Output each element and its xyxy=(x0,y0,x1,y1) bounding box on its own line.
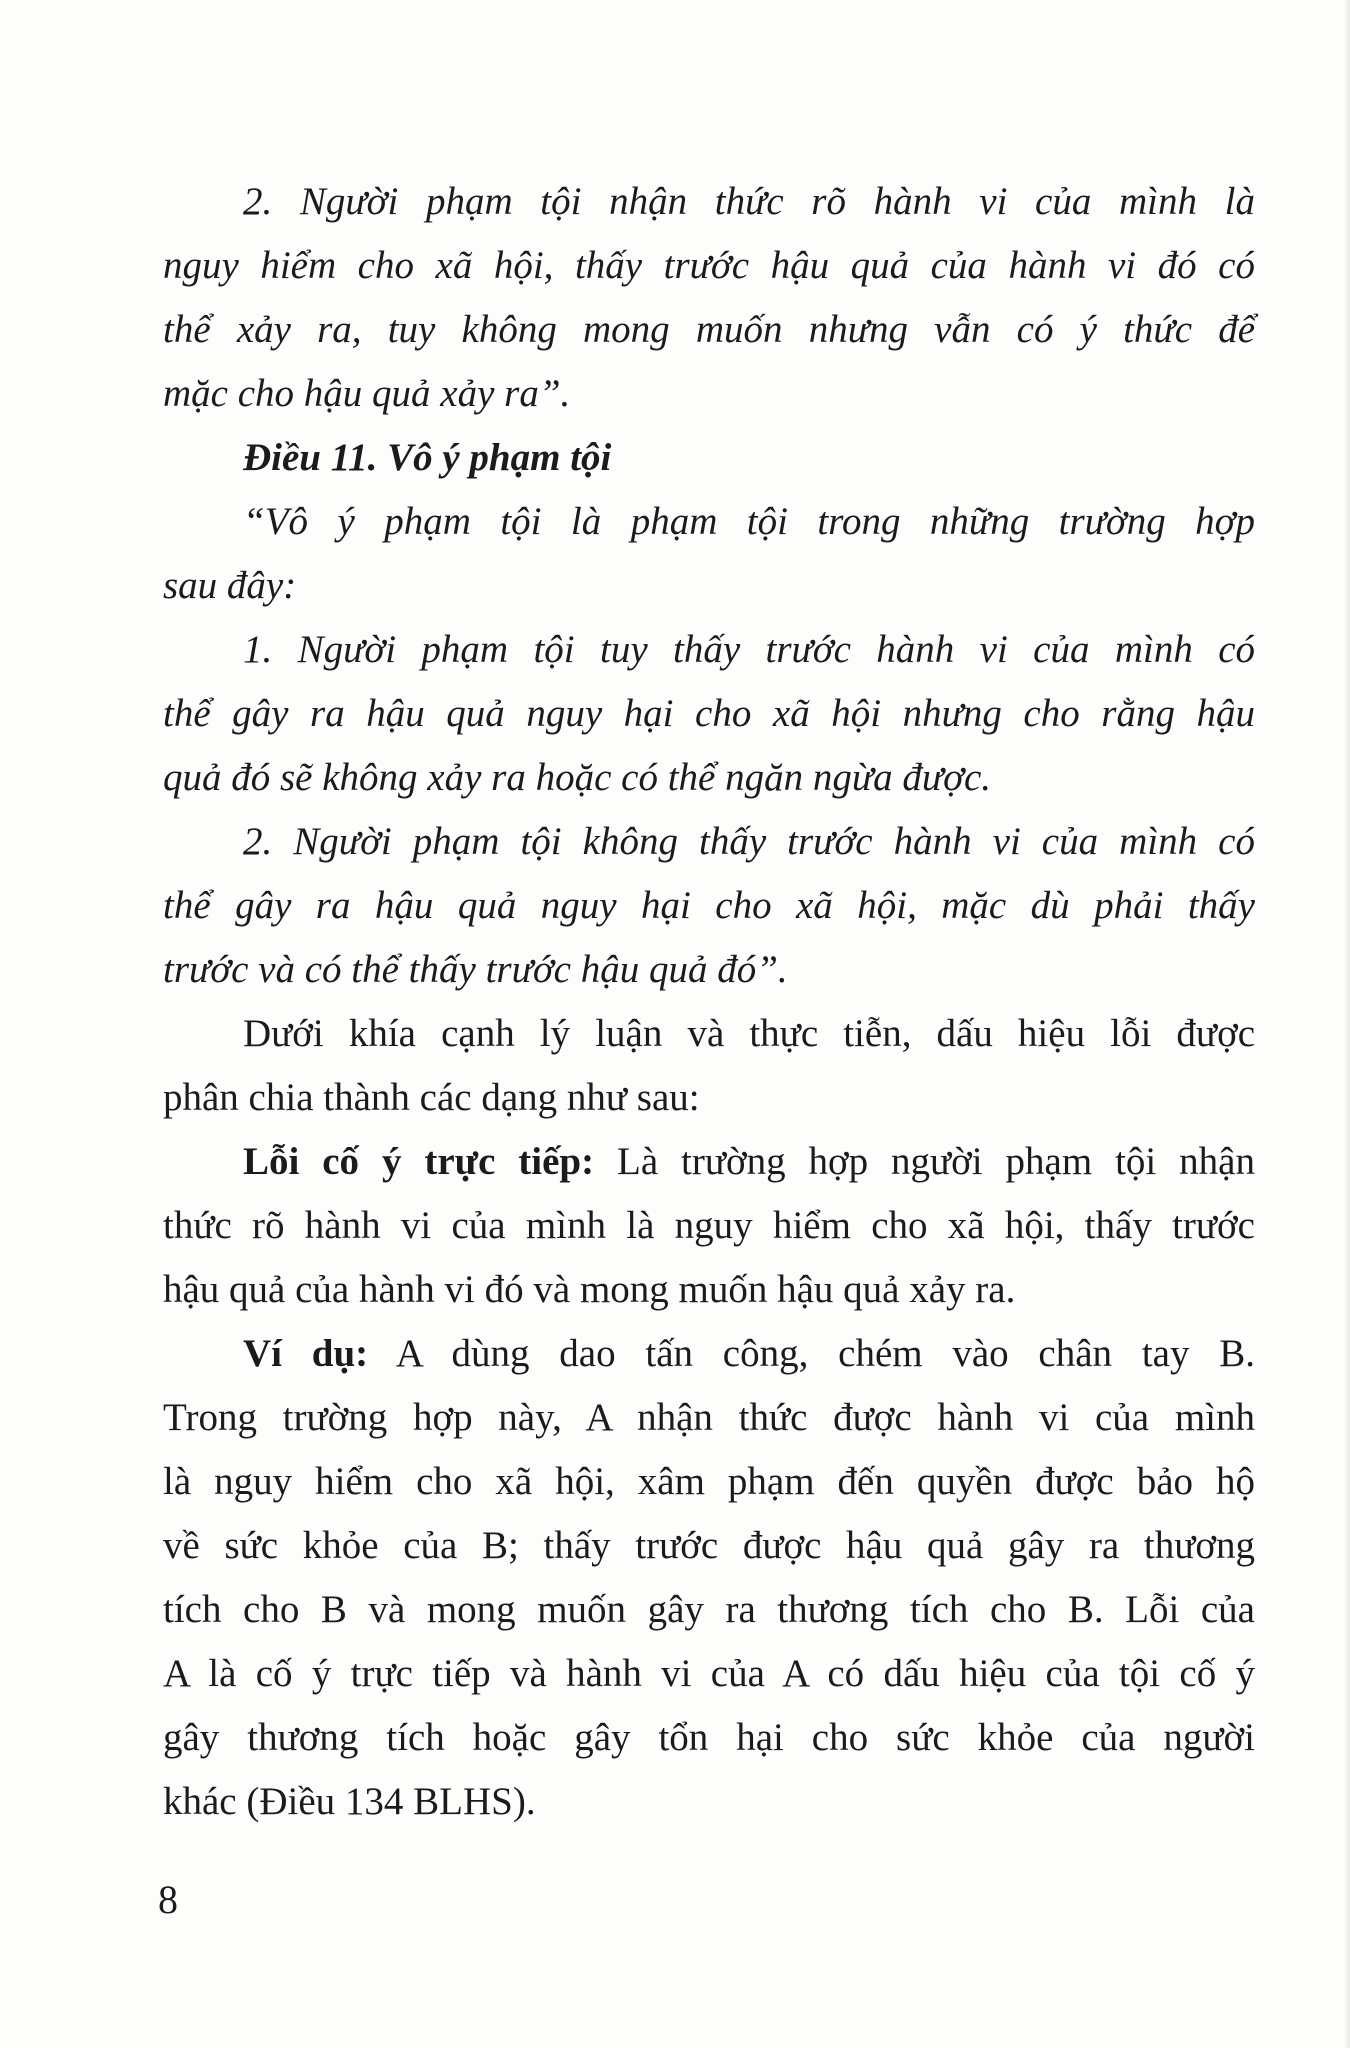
text-line xyxy=(163,938,1255,1002)
text-segment: trước và có thể thấy trước hậu quả đó”. xyxy=(163,948,788,991)
text-segment: thể gây ra hậu quả nguy hại cho xã hội, mặc dù phải thấy xyxy=(163,884,1255,927)
text-segment: gây thương tích hoặc gây tổn hại cho sức khỏe của người xyxy=(163,1716,1255,1759)
text-line xyxy=(163,1258,1255,1322)
text-line xyxy=(163,618,1255,682)
text-segment: thức rõ hành vi của mình là nguy hiểm cho xã hội, thấy trước xyxy=(163,1204,1255,1247)
text-line xyxy=(163,1578,1255,1642)
bold-text-segment: Điều 11. Vô ý phạm tội xyxy=(243,436,612,479)
page-body-text xyxy=(163,170,1255,1834)
text-line xyxy=(163,1514,1255,1578)
text-line xyxy=(163,554,1255,618)
text-line xyxy=(163,1130,1255,1194)
text-segment: Dưới khía cạnh lý luận và thực tiễn, dấu hiệu lỗi được xyxy=(243,1012,1255,1055)
text-line xyxy=(163,170,1255,234)
text-line xyxy=(163,1770,1255,1834)
text-line xyxy=(163,1322,1255,1386)
text-line xyxy=(163,362,1255,426)
text-segment: 2. Người phạm tội nhận thức rõ hành vi của mình là xyxy=(243,180,1255,223)
text-line xyxy=(163,746,1255,810)
text-segment: thể xảy ra, tuy không mong muốn nhưng vẫn có ý thức để xyxy=(163,308,1255,351)
text-line xyxy=(163,1194,1255,1258)
text-line xyxy=(163,810,1255,874)
text-line xyxy=(163,682,1255,746)
page-edge-shadow xyxy=(1344,0,1350,2048)
bold-text-segment: Ví dụ: xyxy=(243,1332,369,1375)
text-line xyxy=(163,1450,1255,1514)
text-segment: sau đây: xyxy=(163,564,297,607)
text-line xyxy=(163,1386,1255,1450)
text-segment: về sức khỏe của B; thấy trước được hậu quả gây ra thương xyxy=(163,1524,1255,1567)
text-line xyxy=(163,1066,1255,1130)
text-line xyxy=(163,426,1255,490)
text-segment: A dùng dao tấn công, chém vào chân tay B. xyxy=(368,1332,1255,1375)
text-segment: 2. Người phạm tội không thấy trước hành vi của mình có xyxy=(243,820,1255,863)
text-line xyxy=(163,1706,1255,1770)
text-segment: nguy hiểm cho xã hội, thấy trước hậu quả của hành vi đó có xyxy=(163,244,1255,287)
text-segment: 1. Người phạm tội tuy thấy trước hành vi của mình có xyxy=(243,628,1255,671)
text-segment: Trong trường hợp này, A nhận thức được hành vi của mình xyxy=(163,1396,1255,1439)
text-line xyxy=(163,298,1255,362)
bold-text-segment: Lỗi cố ý trực tiếp: xyxy=(243,1140,595,1183)
text-segment: là nguy hiểm cho xã hội, xâm phạm đến quyền được bảo hộ xyxy=(163,1460,1255,1503)
text-line xyxy=(163,1642,1255,1706)
text-segment: khác (Điều 134 BLHS). xyxy=(163,1780,536,1823)
text-segment: quả đó sẽ không xảy ra hoặc có thể ngăn ngừa được. xyxy=(163,756,992,799)
text-line xyxy=(163,490,1255,554)
text-segment: Là trường hợp người phạm tội nhận xyxy=(594,1140,1255,1183)
text-segment: phân chia thành các dạng như sau: xyxy=(163,1076,700,1119)
text-line xyxy=(163,1002,1255,1066)
page-number: 8 xyxy=(158,1877,178,1922)
text-segment: hậu quả của hành vi đó và mong muốn hậu quả xảy ra. xyxy=(163,1268,1016,1311)
text-segment: A là cố ý trực tiếp và hành vi của A có dấu hiệu của tội cố ý xyxy=(163,1652,1255,1695)
text-line xyxy=(163,874,1255,938)
text-line xyxy=(163,234,1255,298)
text-segment: mặc cho hậu quả xảy ra”. xyxy=(163,372,571,415)
text-segment: “Vô ý phạm tội là phạm tội trong những trường hợp xyxy=(243,500,1255,543)
text-segment: tích cho B và mong muốn gây ra thương tích cho B. Lỗi của xyxy=(163,1588,1255,1631)
text-segment: thể gây ra hậu quả nguy hại cho xã hội nhưng cho rằng hậu xyxy=(163,692,1255,735)
